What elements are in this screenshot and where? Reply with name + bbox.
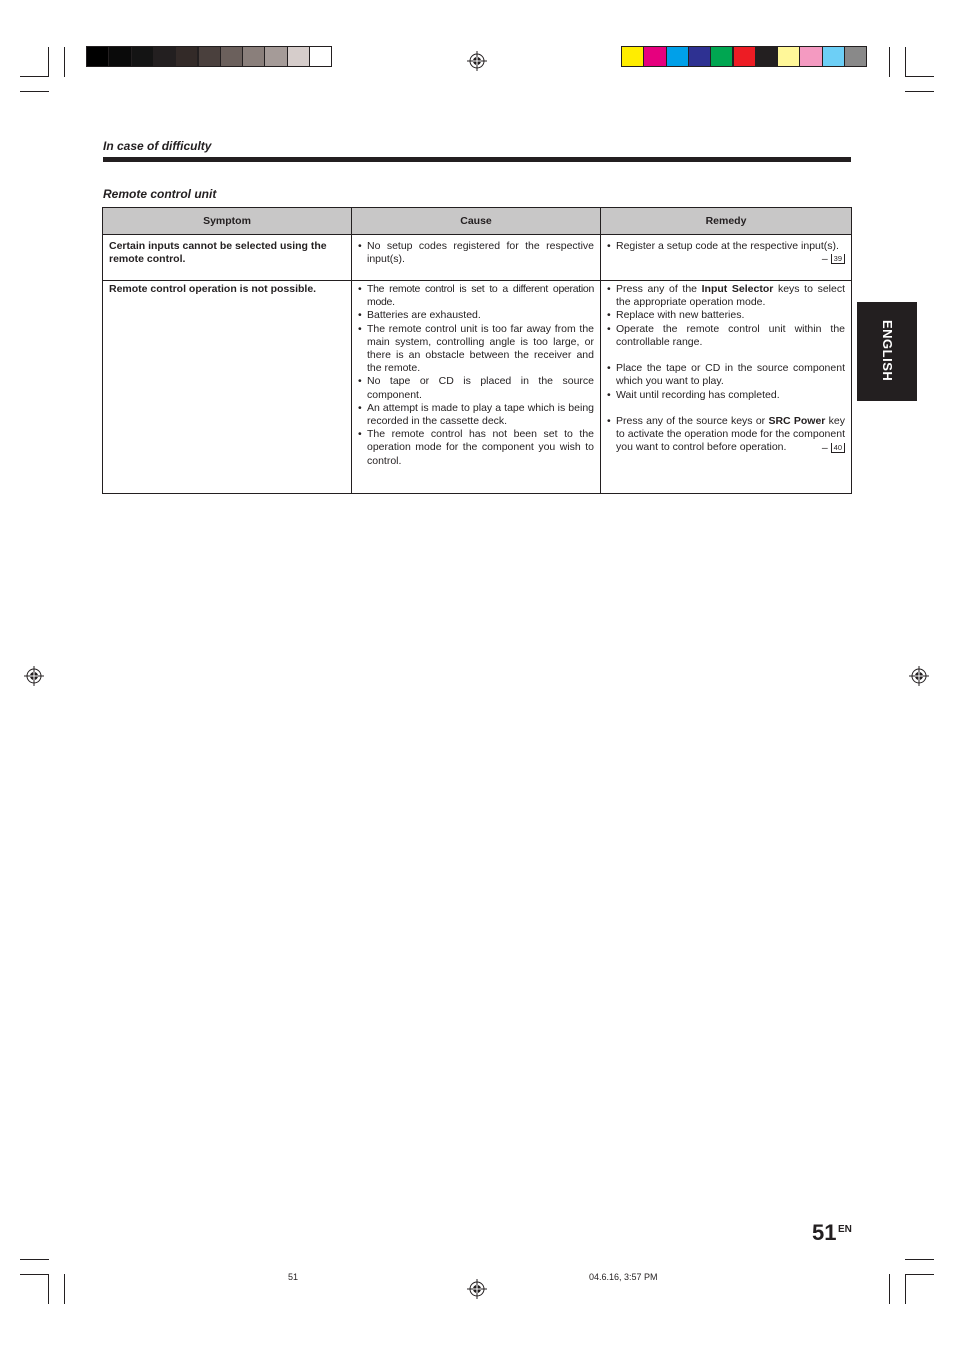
registration-target-icon <box>467 51 487 71</box>
cause-cell <box>352 281 601 494</box>
troubleshooting-table <box>102 207 852 494</box>
remedy-item: • Operate the remote control unit within the controllable range. <box>607 323 845 349</box>
color-swatch <box>287 46 310 67</box>
remedy-item: • Press any of the source keys or SRC Power key to activate the operation mode for the component you want to control before operation. – 40 <box>607 415 845 455</box>
footer-timestamp: 04.6.16, 3:57 PM <box>589 1272 658 1282</box>
color-swatch <box>309 46 332 67</box>
cause-item: • No tape or CD is placed in the source component. <box>358 375 594 401</box>
color-swatch <box>86 46 109 67</box>
cause-item: • Batteries are exhausted. <box>358 309 594 322</box>
color-swatch <box>198 46 221 67</box>
page-reference: – 40 <box>616 442 845 455</box>
color-swatch <box>131 46 154 67</box>
cause-cell <box>352 235 601 281</box>
color-swatch <box>799 46 822 67</box>
remedy-text: Register a setup code at the respective input(s). <box>616 240 839 252</box>
remedy-cell <box>601 235 852 281</box>
remedy-item: • Press any of the Input Selector keys to select the appropriate operation mode. <box>607 283 845 309</box>
table-header-row <box>103 208 852 235</box>
page-language: EN <box>838 1224 852 1235</box>
color-swatch <box>621 46 644 67</box>
registration-target-icon <box>467 1279 487 1299</box>
registration-target-icon <box>24 666 44 686</box>
color-swatch <box>108 46 131 67</box>
header-remedy: Remedy <box>601 208 852 235</box>
color-swatch <box>264 46 287 67</box>
cause-item: • No setup codes registered for the respective input(s). <box>358 240 594 266</box>
color-swatch <box>175 46 198 67</box>
page-number: 51 <box>812 1220 837 1245</box>
remedy-cell <box>601 281 852 494</box>
remedy-item: • Replace with new batteries. <box>607 309 845 322</box>
table-row <box>103 281 852 494</box>
color-swatch <box>220 46 243 67</box>
language-tab-label: ENGLISH <box>880 320 895 382</box>
color-swatch <box>733 46 756 67</box>
registration-target-icon <box>909 666 929 686</box>
color-swatch <box>777 46 800 67</box>
section-title: In case of difficulty <box>103 139 212 153</box>
color-swatch <box>688 46 711 67</box>
cause-item: • The remote control has not been set to the operation mode for the component you wish to control. <box>358 428 594 468</box>
heading-rule <box>103 157 851 162</box>
color-swatch <box>666 46 689 67</box>
key-name: Input Selector <box>701 283 774 295</box>
color-swatch <box>153 46 176 67</box>
cause-item: • An attempt is made to play a tape which is being recorded in the cassette deck. <box>358 402 594 428</box>
key-name: SRC Power <box>768 415 826 427</box>
color-swatch <box>710 46 733 67</box>
remedy-item: • Place the tape or CD in the source component which you want to play. <box>607 362 845 388</box>
page-reference: – 39 <box>616 253 845 266</box>
book-icon: 39 <box>831 254 845 264</box>
cause-item: • The remote control is set to a different operation mode. <box>358 283 594 309</box>
cause-item: • The remote control unit is too far away from the main system, controlling angle is too large, or there is an obstacle between the receiver and the remote. <box>358 323 594 376</box>
color-swatch <box>242 46 265 67</box>
symptom-cell: Certain inputs cannot be selected using the remote control. <box>103 235 352 281</box>
book-icon: 40 <box>831 443 845 453</box>
color-swatch <box>822 46 845 67</box>
color-swatch <box>755 46 778 67</box>
footer-page: 51 <box>288 1272 299 1282</box>
remedy-item: • Wait until recording has completed. <box>607 389 845 402</box>
color-swatch <box>643 46 666 67</box>
color-swatch <box>844 46 867 67</box>
header-symptom: Symptom <box>103 208 352 235</box>
table-title: Remote control unit <box>103 187 217 201</box>
header-cause: Cause <box>352 208 601 235</box>
table-row <box>103 235 852 281</box>
remedy-item <box>607 240 845 266</box>
symptom-cell: Remote control operation is not possible. <box>103 281 352 494</box>
